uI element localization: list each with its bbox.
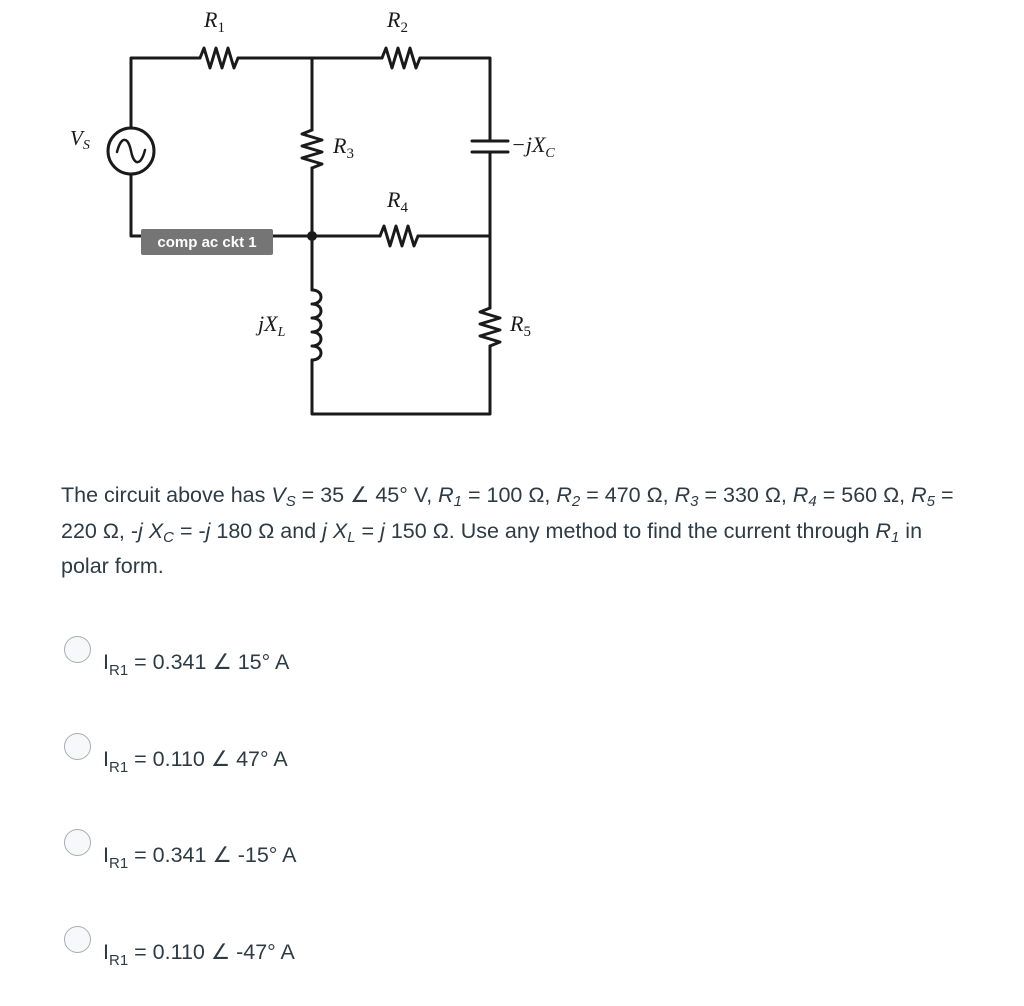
r4-resistor [380,226,418,246]
svg-text:R3: $R_3$ [333,133,354,162]
answer-option-3[interactable] [64,829,297,872]
wire-bottom [312,346,490,414]
image-caption: comp ac ckt 1 [141,229,273,255]
vs-sine [117,140,145,162]
answer-label[interactable]: $I_{R1} = 0.110$ ∠ -47° A [103,940,295,969]
svg-text:R5: $R_5$ [510,311,531,340]
svg-text:R4: $R_4$ [387,187,408,216]
junction-node [307,231,317,241]
svg-text:R2: $R_2$ [387,7,408,36]
svg-text:R1: $R_1$ [204,7,225,36]
radio-button[interactable] [64,733,91,760]
wire-left-bottom [131,174,141,236]
r5-resistor [480,308,500,346]
answer-label[interactable]: $I_{R1} = 0.341$ ∠ -15° A [103,843,297,872]
answer-option-2[interactable] [64,733,288,776]
radio-button[interactable] [64,829,91,856]
r2-resistor [382,48,420,68]
answer-label[interactable]: $I_{R1} = 0.341$ ∠ 15° A [103,650,290,679]
answer-label[interactable]: $I_{R1} = 0.110$ ∠ 47° A [103,747,288,776]
answer-option-1[interactable] [64,636,290,679]
answer-option-4[interactable] [64,926,295,969]
svg-text:−jXC: $-jX_C$ [511,132,555,161]
radio-button[interactable] [64,636,91,663]
wire-top-left [131,58,200,128]
r3-resistor [302,130,322,168]
svg-text:jXL: $jX_L$ [258,311,286,340]
r1-resistor [200,48,238,68]
svg-text:VS: VS [70,126,90,153]
xl-inductor [312,290,321,360]
question-text: The circuit above has $V_S = 35$ ∠ 45° V, $R_1 = 100$ Ω, $R_2 = 470$ Ω, $R_3 = 330$ Ω, $R_4 = 560$ Ω, $R_5 = 220$ Ω, -j $X_C = -j$ 180 Ω and j $X_L = j$ 150 Ω. Use any method to find the current through $R_1$ in polar form. [61,483,954,578]
wire-top-right [420,58,490,140]
radio-button[interactable] [64,926,91,953]
